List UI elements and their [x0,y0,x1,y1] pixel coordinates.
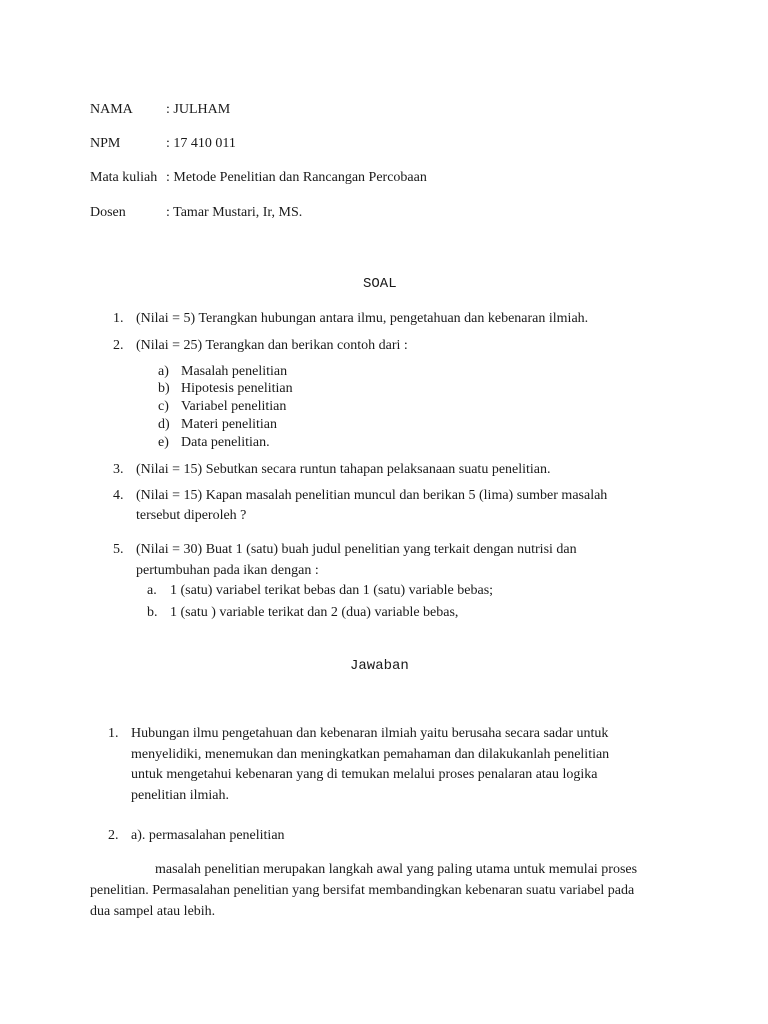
q5-text-line2: pertumbuhan pada ikan dengan : [136,563,319,578]
a1-line2: menyelidiki, menemukan dan meningkatkan pemahaman dan dilakukanlah penelitian [131,747,610,762]
q5-sub-b-label: b. [147,605,158,620]
a2-para-line2: penelitian. Permasalahan penelitian yang bersifat membandingkan kebenaran suatu variabel pada [90,883,635,898]
a2-number: 2. [108,828,119,843]
q2-sub-b-text: Hipotesis penelitian [181,381,293,396]
q2-sub-c-label: c) [158,399,169,414]
q2-sub-d-label: d) [158,417,170,432]
q5-sub-b-text: 1 (satu ) variable terikat dan 2 (dua) variable bebas, [170,605,459,620]
npm-value: : 17 410 011 [166,136,236,151]
a2-para-line3: dua sampel atau lebih. [90,904,216,919]
mata-kuliah-label: Mata kuliah [90,170,158,185]
a1-line4: penelitian ilmiah. [131,788,229,803]
q2-sub-e-label: e) [158,435,169,450]
jawaban-title: Jawaban [350,658,409,674]
q4-text-line1: (Nilai = 15) Kapan masalah penelitian muncul dan berikan 5 (lima) sumber masalah [136,488,608,503]
dosen-value: : Tamar Mustari, Ir, MS. [166,205,303,220]
q5-text-line1: (Nilai = 30) Buat 1 (satu) buah judul penelitian yang terkait dengan nutrisi dan [136,542,577,557]
nama-label: NAMA [90,102,133,117]
q3-text: (Nilai = 15) Sebutkan secara runtun tahapan pelaksanaan suatu penelitian. [136,462,551,477]
q2-sub-c-text: Variabel penelitian [181,399,287,414]
q4-number: 4. [113,488,124,503]
q1-text: (Nilai = 5) Terangkan hubungan antara ilmu, pengetahuan dan kebenaran ilmiah. [136,311,589,326]
q1-number: 1. [113,311,124,326]
q4-text-line2: tersebut diperoleh ? [136,508,247,523]
q2-sub-a-text: Masalah penelitian [181,364,288,379]
a1-line3: untuk mengetahui kebenaran yang di temukan melalui proses penalaran atau logika [131,767,598,782]
q2-sub-b-label: b) [158,381,170,396]
soal-title: SOAL [363,276,397,292]
mata-kuliah-value: : Metode Penelitian dan Rancangan Percobaan [166,170,427,185]
a2-para-line1: masalah penelitian merupakan langkah awal yang paling utama untuk memulai proses [155,862,638,877]
a1-line1: Hubungan ilmu pengetahuan dan kebenaran ilmiah yaitu berusaha secara sadar untuk [131,726,609,741]
npm-label: NPM [90,136,121,151]
nama-value: : JULHAM [166,102,231,117]
q3-number: 3. [113,462,124,477]
q2-number: 2. [113,338,124,353]
q2-sub-d-text: Materi penelitian [181,417,278,432]
q2-text: (Nilai = 25) Terangkan dan berikan contoh dari : [136,338,408,353]
a1-number: 1. [108,726,119,741]
q5-sub-a-label: a. [147,583,157,598]
q5-sub-a-text: 1 (satu) variabel terikat bebas dan 1 (satu) variable bebas; [170,583,494,598]
dosen-label: Dosen [90,205,126,220]
q2-sub-e-text: Data penelitian. [181,435,270,450]
a2-heading: a). permasalahan penelitian [131,828,285,843]
q2-sub-a-label: a) [158,364,169,379]
q5-number: 5. [113,542,124,557]
